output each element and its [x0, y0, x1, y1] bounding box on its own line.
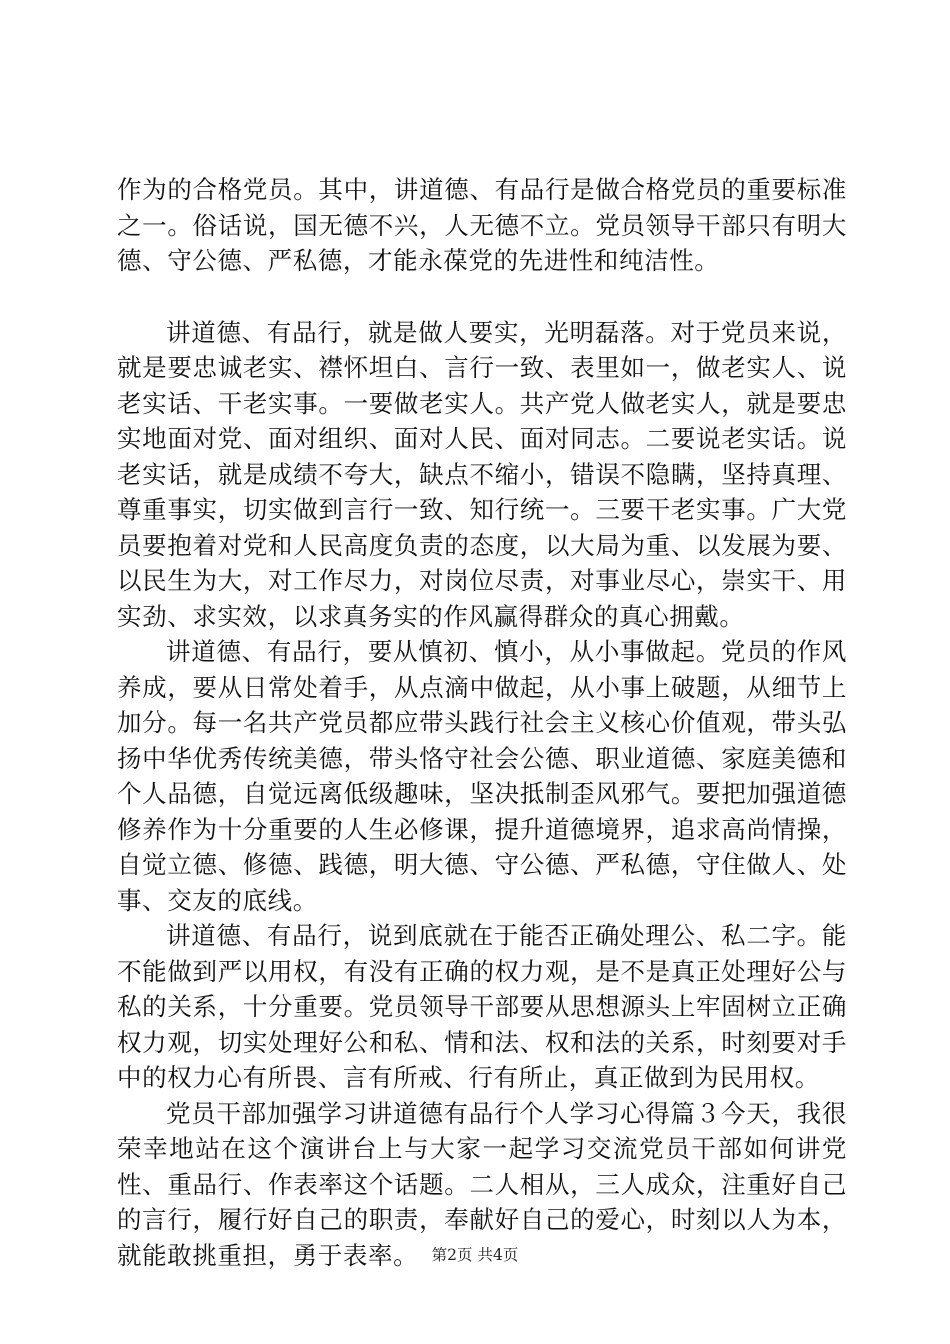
paragraph: 讲道德、有品行，要从慎初、慎小，从小事做起。党员的作风养成，要从日常处着手，从点滴中做起，从小事上破题，从细节上加分。每一名共产党员都应带头践行社会主义核心价值观，带头弘扬中华优秀传统美德，带头恪守社会公德、职业道德、家庭美德和个人品德，自觉远离低级趣味，坚决抵制歪风邪气。要把加强道德修养作为十分重要的人生必修课，提升道德境界，追求高尚情操，自觉立德、修德、践德，明大德、守公德、严私德，守住做人、处事、交友的底线。 [117, 637, 847, 915]
page-number-footer: 第2页 共4页 [431, 1246, 519, 1264]
paragraph: 讲道德、有品行，就是做人要实，光明磊落。对于党员来说，就是要忠诚老实、襟怀坦白、言行一致、表里如一，做老实人、说老实话、干老实事。一要做老实人。共产党人做老实人，就是要忠实地面对党、面对组织、面对人民、面对同志。二要说老实话。说老实话，就是成绩不夸大，缺点不缩小，错误不隐瞒，坚持真理、尊重事实，切实做到言行一致、知行统一。三要干老实事。广大党员要抱着对党和人民高度负责的态度，以大局为重、以发展为要、以民生为大，对工作尽力，对岗位尽责，对事业尽心，崇实干、用实劲、求实效，以求真务实的作风赢得群众的真心拥戴。 [117, 317, 847, 631]
paragraph: 讲道德、有品行，说到底就在于能否正确处理公、私二字。能不能做到严以用权，有没有正确的权力观，是不是真正处理好公与私的关系，十分重要。党员领导干部要从思想源头上牢固树立正确权力观，切实处理好公和私、情和法、权和法的关系，时刻要对手中的权力心有所畏、言有所戒、行有所止，真正做到为民用权。 [117, 921, 847, 1092]
document-body [117, 172, 847, 1273]
paragraph-continued: 作为的合格党员。其中，讲道德、有品行是做合格党员的重要标准之一。俗话说，国无德不兴，人无德不立。党员领导干部只有明大德、守公德、严私德，才能永葆党的先进性和纯洁性。 [117, 175, 847, 275]
paragraph: 党员干部加强学习讲道德有品行个人学习心得篇３今天，我很荣幸地站在这个演讲台上与大家一起学习交流党员干部如何讲党性、重品行、作表率这个话题。二人相从，三人成众，注重好自己的言行，履行好自己的职责，奉献好自己的爱心，时刻以人为本，就能敢挑重担，勇于表率。 [117, 1098, 847, 1270]
